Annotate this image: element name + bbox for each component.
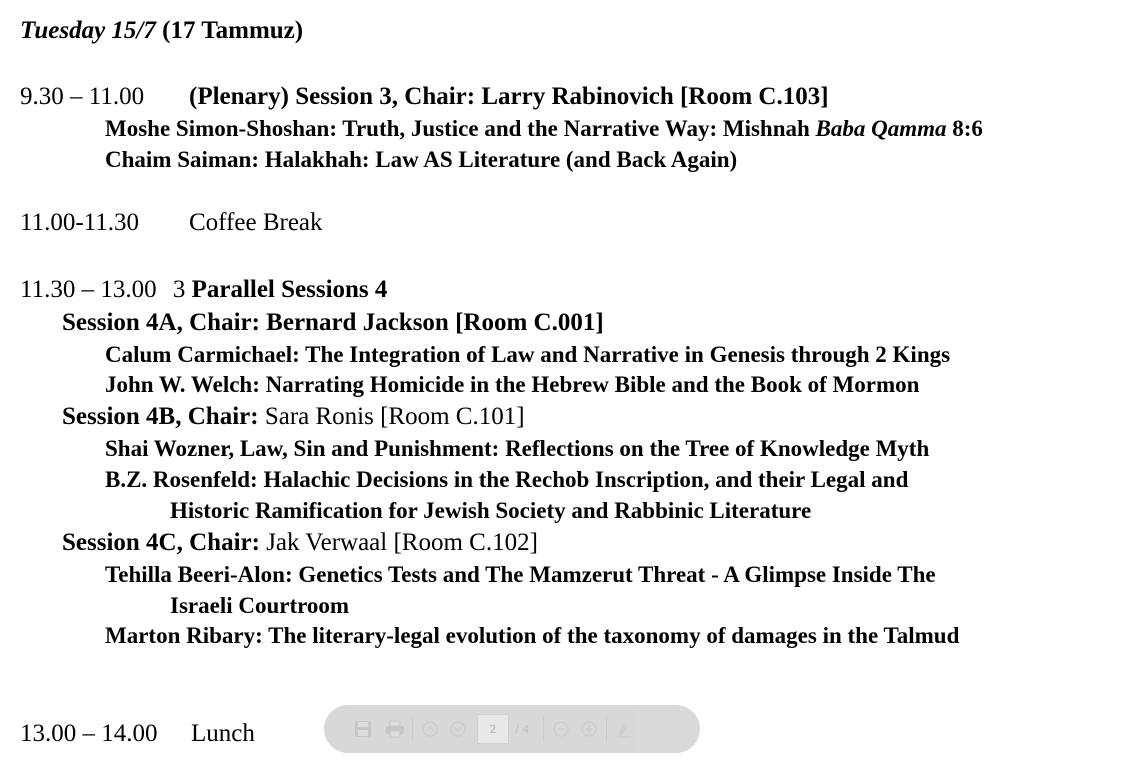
- session4b-talk-2-line-2: Historic Ramification for Jewish Society and Rabbinic Literature: [170, 498, 812, 523]
- page-total: / 4: [515, 722, 530, 736]
- session3-talk-1: [105, 117, 983, 140]
- session4c-talk-1-line-1: Tehilla Beeri-Alon: Genetics Tests and The Mamzerut Threat - A Glimpse Inside The: [105, 562, 936, 587]
- toolbar-divider: [543, 716, 544, 742]
- save-icon[interactable]: [352, 718, 374, 740]
- session4a-title: Session 4A, Chair: Bernard Jackson [Room C.001]: [62, 309, 604, 336]
- session4b-talk-1: Shai Wozner, Law, Sin and Punishment: Reflections on the Tree of Knowledge Myth: [105, 436, 930, 461]
- session3-title: (Plenary) Session 3, Chair: Larry Rabinovich [Room C.103]: [189, 83, 829, 110]
- parallel-time: 11.30 – 13.00: [20, 276, 157, 303]
- hebrew-date: (17 Tammuz): [162, 17, 304, 44]
- session4b-talk-2-line-1: B.Z. Rosenfeld: Halachic Decisions in the Rechob Inscription, and their Legal and: [105, 467, 909, 492]
- session-room: [Room C.101]: [373, 403, 525, 430]
- sign-icon[interactable]: [613, 718, 635, 740]
- talk-text: Moshe Simon-Shoshan: Truth, Justice and the Narrative Way: Mishnah: [105, 116, 816, 141]
- toolbar-divider: [412, 716, 413, 742]
- page-down-icon[interactable]: [447, 718, 469, 740]
- session-label: Session 4B, Chair:: [62, 403, 265, 430]
- parallel-title: Parallel Sessions 4: [191, 276, 388, 303]
- parallel-count: 3: [172, 276, 186, 303]
- session-chair: Jak Verwaal: [266, 529, 388, 556]
- print-icon[interactable]: [384, 718, 406, 740]
- zoom-in-icon[interactable]: [578, 718, 600, 740]
- day-heading: [20, 18, 303, 43]
- session4a-talk-2: John W. Welch: Narrating Homicide in the Hebrew Bible and the Book of Mormon: [105, 372, 920, 397]
- session4a-talk-1: Calum Carmichael: The Integration of Law and Narrative in Genesis through 2 Kings: [105, 342, 951, 367]
- parallel-header: [20, 277, 387, 302]
- lunch-time: 13.00 – 14.00: [20, 720, 158, 747]
- session3-talk-2: Chaim Saiman: Halakhah: Law AS Literature (and Back Again): [105, 147, 738, 172]
- session4b-title: [62, 404, 525, 429]
- zoom-out-icon[interactable]: [550, 718, 572, 740]
- page-number-input[interactable]: 2: [477, 714, 509, 744]
- session-chair: Sara Ronis: [264, 403, 374, 430]
- session4c-talk-2: Marton Ribary: The literary-legal evolution of the taxonomy of damages in the Talmud: [105, 623, 960, 648]
- day-date: Tuesday 15/7: [20, 17, 156, 44]
- coffee-time: 11.00-11.30: [20, 209, 139, 236]
- toolbar-divider: [606, 716, 607, 742]
- session3-time: 9.30 – 11.00: [20, 83, 145, 110]
- pdf-toolbar: [324, 705, 700, 753]
- talk-text-end: 8:6: [946, 116, 983, 141]
- session-label: Session 4C, Chair:: [62, 529, 267, 556]
- page-up-icon[interactable]: [419, 718, 441, 740]
- session4c-talk-1-line-2: Israeli Courtroom: [170, 593, 350, 618]
- session-room: [Room C.102]: [387, 529, 538, 556]
- coffee-label: Coffee Break: [189, 209, 323, 236]
- session4c-title: [62, 530, 538, 555]
- talk-italic-text: Baba Qamma: [815, 116, 947, 141]
- lunch-label: Lunch: [191, 720, 255, 747]
